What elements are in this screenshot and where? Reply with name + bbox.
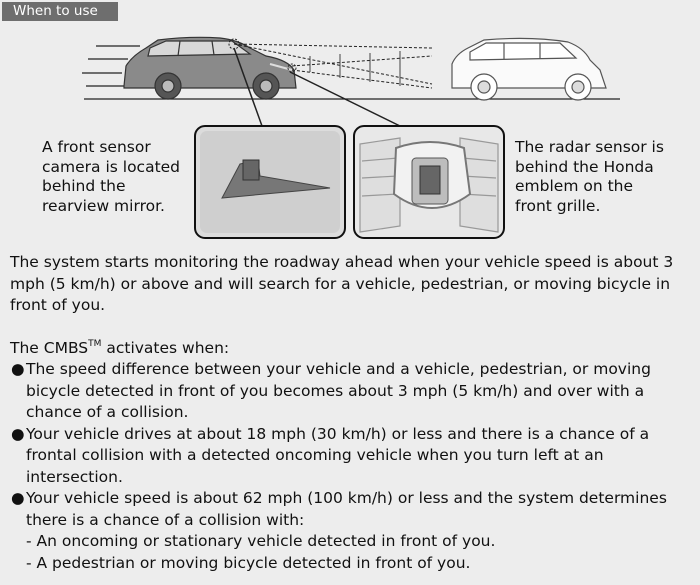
caption-line: camera is located — [42, 157, 181, 176]
activation-conditions — [10, 359, 695, 531]
caption-line: behind the Honda — [515, 157, 654, 176]
list-item — [10, 488, 695, 531]
list-item-text: The speed difference between your vehicle and a vehicle, pedestrian, or moving bicycle detected in front of you becomes about 3 mph (5 km/h) and over with a chance of a collision. — [26, 360, 651, 421]
beam-segments — [310, 51, 400, 86]
sub-item: - An oncoming or stationary vehicle detected in front of you. — [26, 532, 496, 550]
vehicle-ahead — [452, 38, 606, 100]
caption-line: emblem on the — [515, 177, 634, 195]
body-text — [10, 252, 695, 574]
caption-line: A front sensor — [42, 138, 151, 156]
own-vehicle — [124, 37, 296, 99]
bullet-icon: ● — [11, 360, 25, 378]
list-item-text: Your vehicle speed is about 62 mph (100 km/h) or less and the system determines there is a chance of a collision with: — [26, 489, 667, 529]
list-item — [10, 424, 695, 489]
bullet-icon: ● — [11, 489, 25, 507]
activates-lead — [10, 338, 695, 360]
intro-paragraph: The system starts monitoring the roadway ahead when your vehicle speed is about 3 mph (5 km/h) or above and will search for a vehicle, pedestrian, or moving bicycle in front of you. — [10, 253, 674, 314]
front-camera-caption — [42, 138, 180, 216]
camera-inset — [195, 126, 345, 238]
caption-line: rearview mirror. — [42, 196, 165, 215]
cmbs-label: The CMBS — [10, 338, 89, 357]
activates-lead-suffix: activates when: — [101, 338, 230, 357]
caption-line: The radar sensor is — [515, 138, 664, 156]
caption-line: front grille. — [515, 196, 601, 215]
radar-caption — [515, 138, 664, 216]
radar-inset — [354, 126, 504, 238]
trademark-mark: TM — [88, 338, 102, 349]
list-item-text: Your vehicle drives at about 18 mph (30 km/h) or less and there is a chance of a frontal collision with a detected oncoming vehicle when you turn left at an intersection. — [26, 424, 650, 486]
list-item — [10, 359, 695, 424]
caption-line: behind the — [42, 177, 126, 195]
bullet-icon: ● — [11, 424, 25, 443]
sub-item: - A pedestrian or moving bicycle detected in front of you. — [26, 553, 471, 572]
section-tag: When to use — [2, 2, 118, 21]
